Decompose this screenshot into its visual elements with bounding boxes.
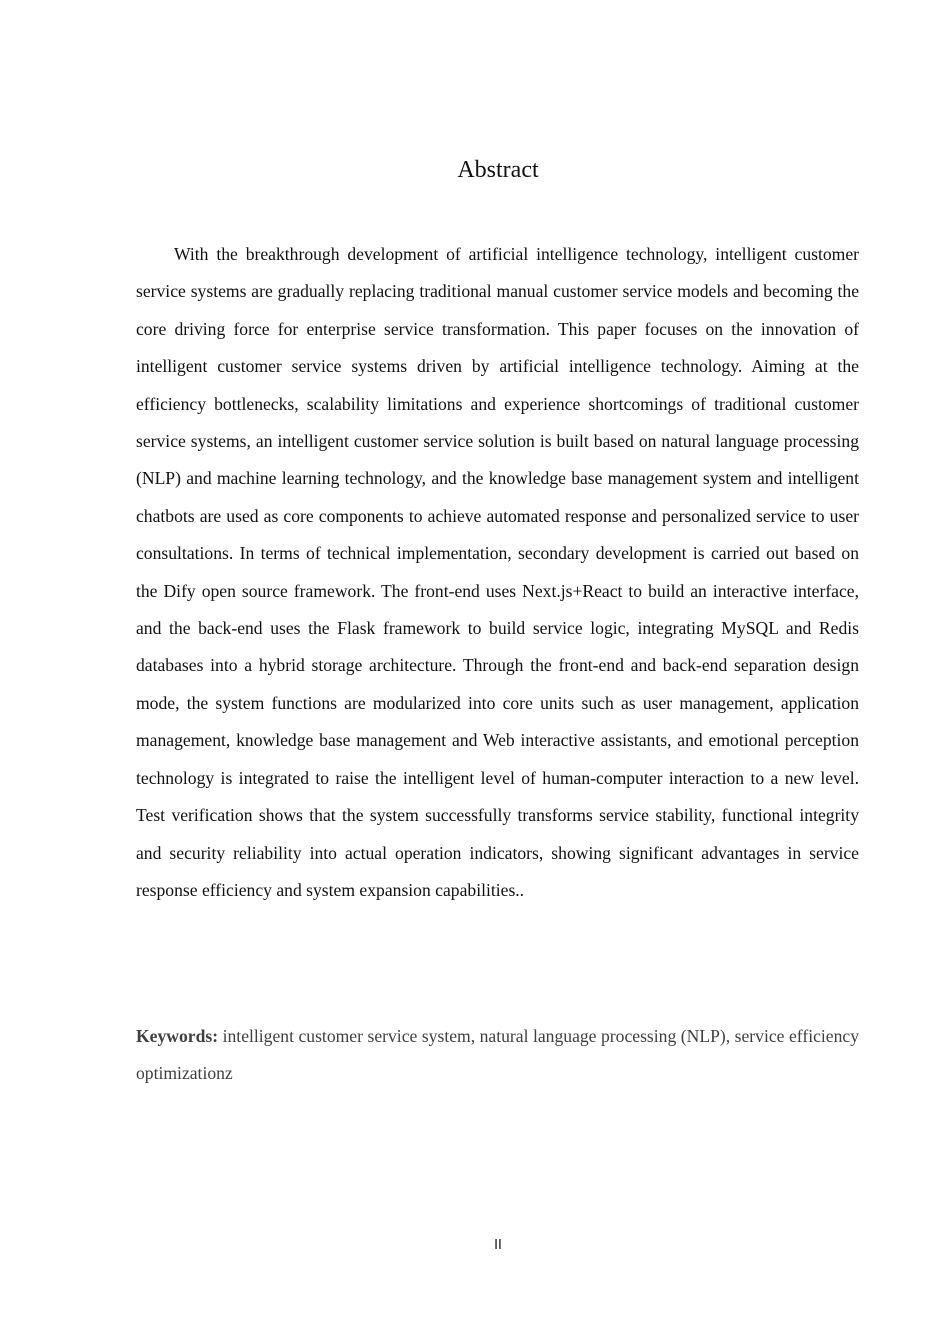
page-title: Abstract	[457, 157, 539, 183]
keywords-label: Keywords:	[136, 1026, 219, 1046]
page-number: II	[494, 1238, 502, 1253]
keywords-text: intelligent customer service system, natural language processing (NLP), service efficiency optimizationz	[136, 1026, 859, 1084]
keywords-line	[136, 1018, 859, 1093]
abstract-paragraph: With the breakthrough development of artificial intelligence technology, intelligent customer service systems are gradually replacing traditional manual customer service models and becoming the core driving force for enterprise service transformation. This paper focuses on the innovation of intelligent customer service systems driven by artificial intelligence technology. Aiming at the efficiency bottlenecks, scalability limitations and experience shortcomings of traditional customer service systems, an intelligent customer service solution is built based on natural language processing (NLP) and machine learning technology, and the knowledge base management system and intelligent chatbots are used as core components to achieve automated response and personalized service to user consultations. In terms of technical implementation, secondary development is carried out based on the Dify open source framework. The front-end uses Next.js+React to build an interactive interface, and the back-end uses the Flask framework to build service logic, integrating MySQL and Redis databases into a hybrid storage architecture. Through the front-end and back-end separation design mode, the system functions are modularized into core units such as user management, application management, knowledge base management and Web interactive assistants, and emotional perception technology is integrated to raise the intelligent level of human-computer interaction to a new level. Test verification shows that the system successfully transforms service stability, functional integrity and security reliability into actual operation indicators, showing significant advantages in service response efficiency and system expansion capabilities..	[136, 244, 859, 900]
